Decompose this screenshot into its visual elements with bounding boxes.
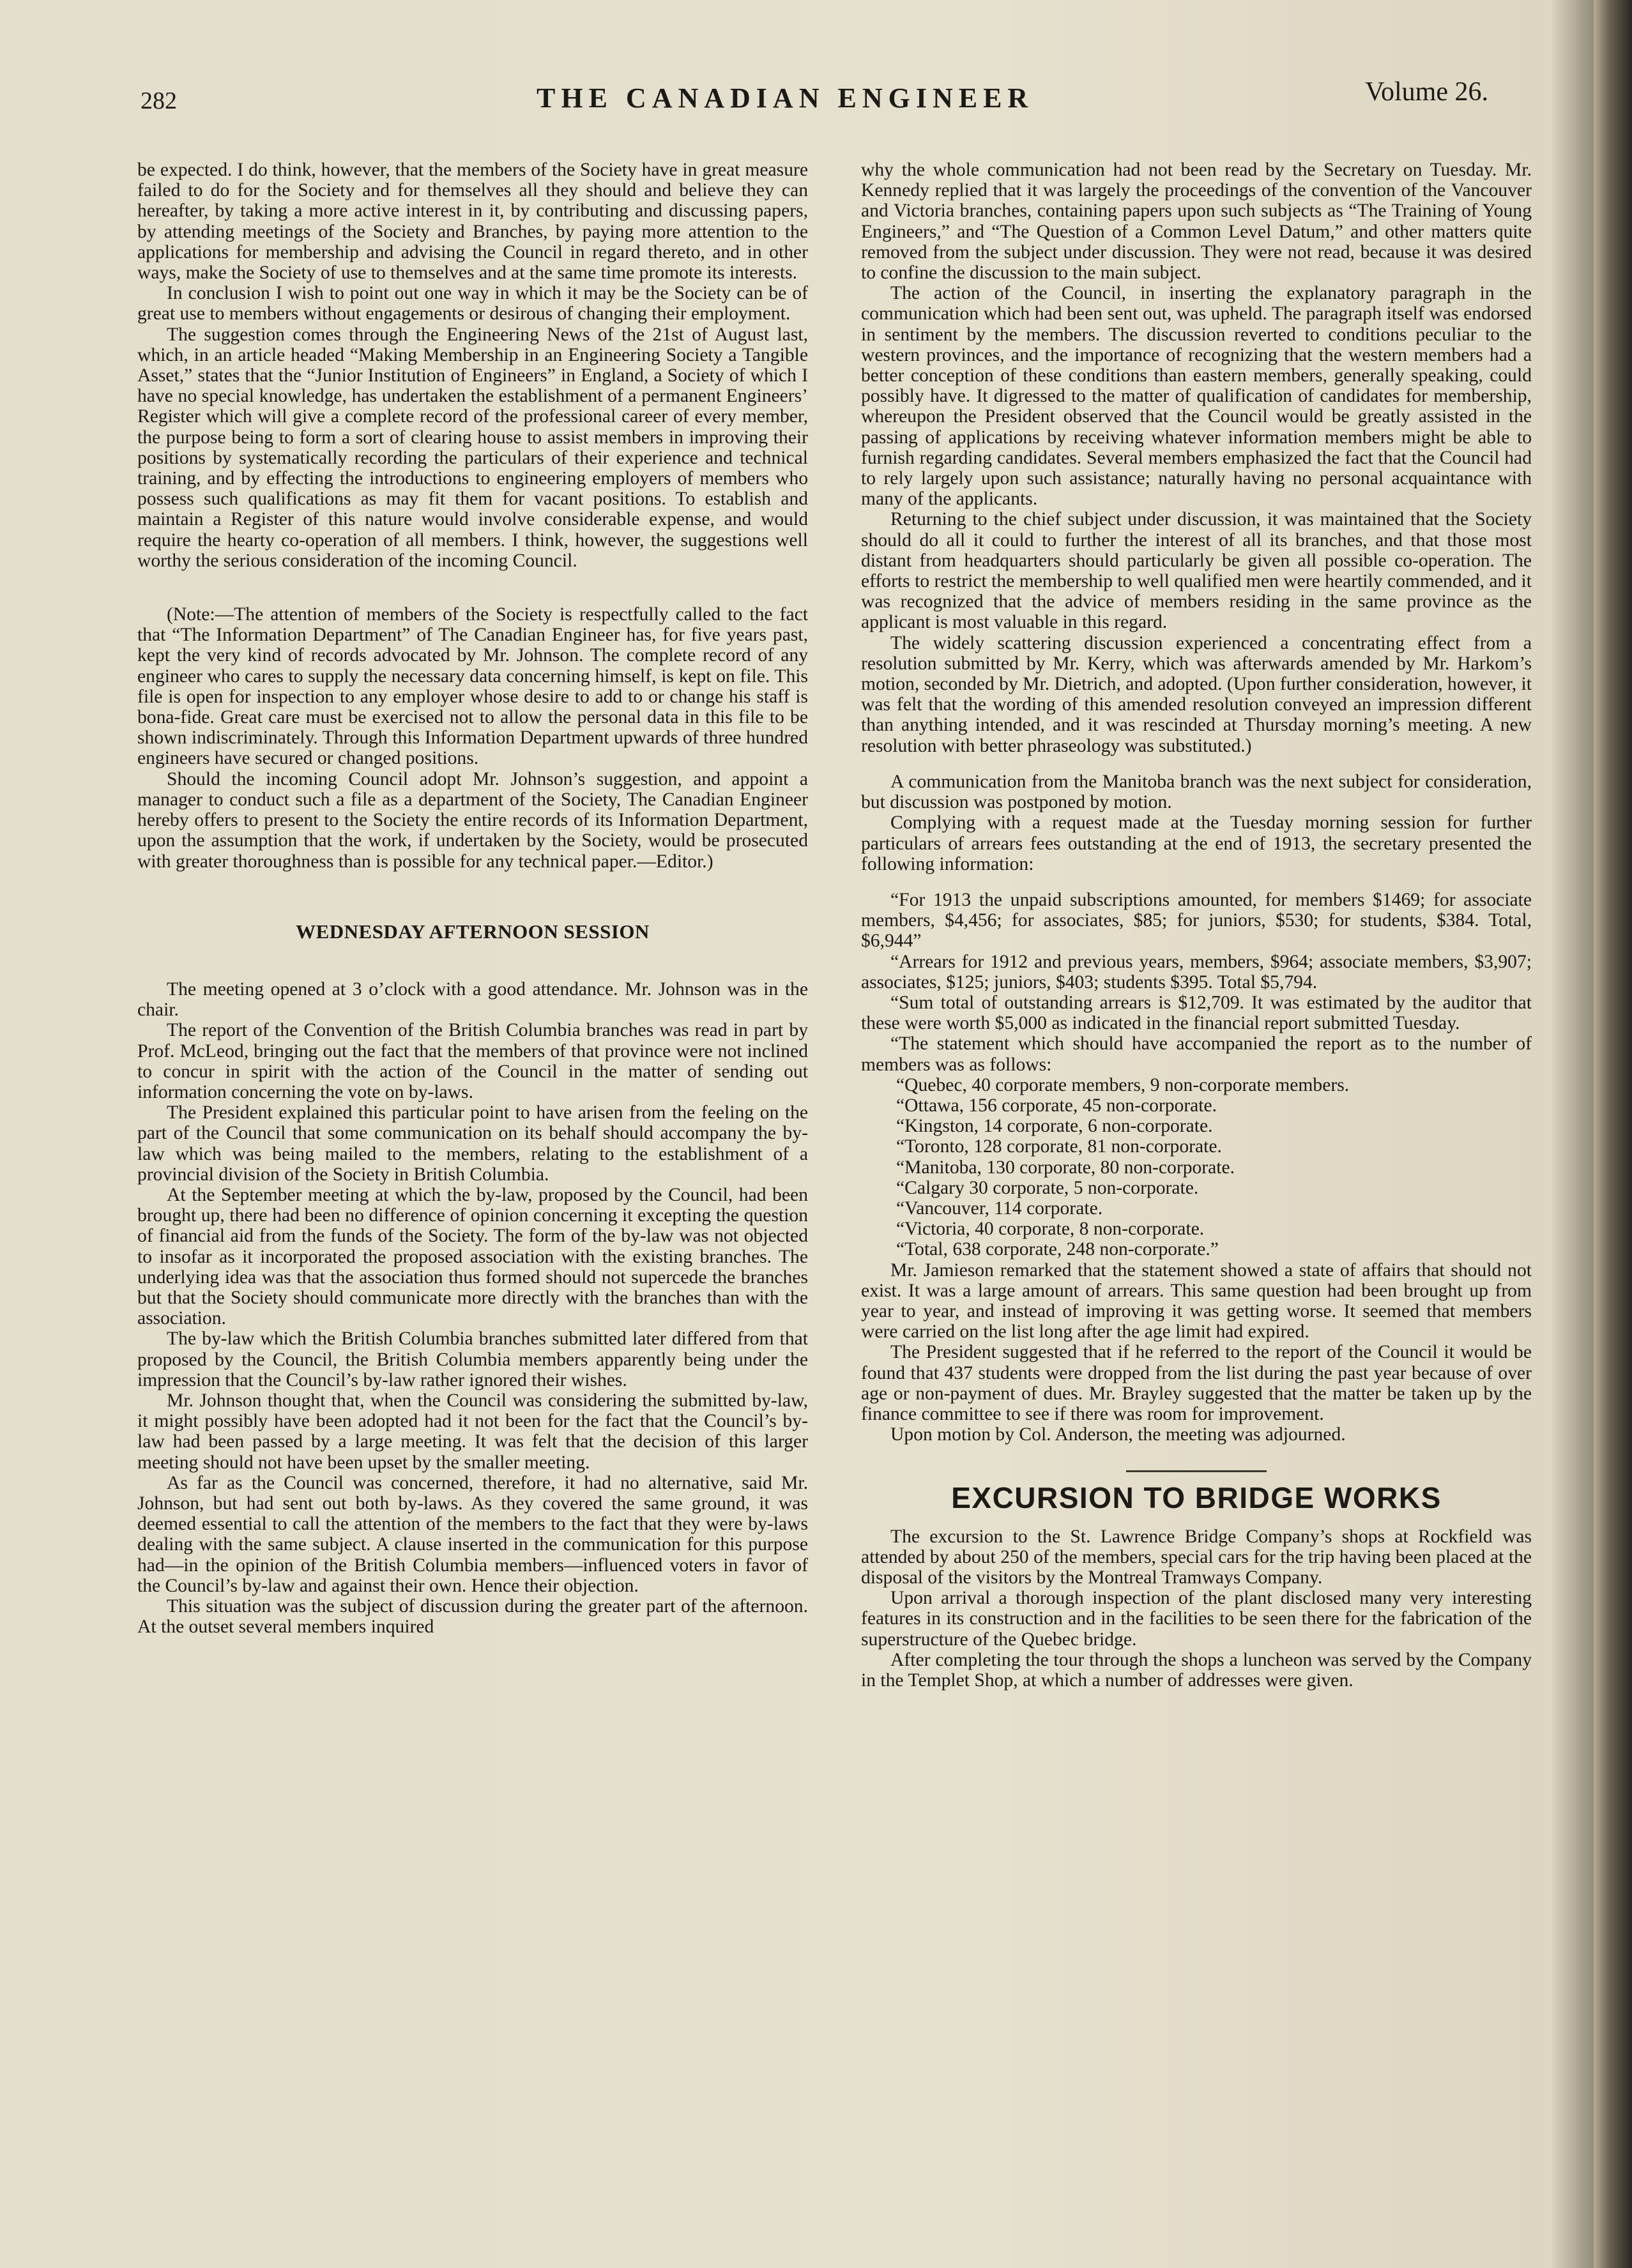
- paragraph: The President explained this particular point to have arisen from the feeling on the part of the Council that some communication on its behalf should accompany the by-law which was being mailed to the members, relating to the establishment of a provincial division of the Society in British Columbia.: [137, 1102, 808, 1185]
- paragraph: Mr. Jamieson remarked that the statement showed a state of affairs that should not exist. It was a large amount of arrears. This same question had been brought up from year to year, and instead of improving it was getting worse. It seemed that members were carried on the list long after the age limit had expired.: [861, 1260, 1532, 1343]
- membership-list-item: “Ottawa, 156 corporate, 45 non-corporate.: [896, 1095, 1217, 1116]
- paragraph: The suggestion comes through the Engineering News of the 21st of August last, which, in an article headed “Making Membership in an Engineering Society a Tangible Asset,” states that the “Junior Institution of Engineers” in England, a Society of which I have no special knowledge, has undertaken the establishment of a permanent Engineers’ Register which will give a complete record of the professional career of every member, the purpose being to form a sort of clearing house to assist members in improving their positions by systematically recording the particulars of their experience and technical training, and by effecting the introductions to engineering employers of members who possess such qualifications as may fit them for vacant positions. To establish and maintain a Register of this nature would involve considerable expense, and would require the hearty co-operation of all members. I think, however, the suggestions well worthy the serious consideration of the incoming Council.: [137, 324, 808, 571]
- volume-label: Volume 26.: [1365, 77, 1488, 107]
- paragraph: The President suggested that if he referred to the report of the Council it would be found that 437 students were dropped from the list during the past year because of over age or non-payment of dues. Mr. Brayley suggested that the matter be taken up by the finance committee to see if there was room for improvement.: [861, 1342, 1532, 1424]
- page-header: [141, 77, 1488, 128]
- editor-note-continued: Should the incoming Council adopt Mr. Johnson’s suggestion, and appoint a manager to conduct such a file as a department of the Society, The Canadian Engineer hereby offers to present to the Society the entire records of its Information Department, upon the assumption that the work, if undertaken by the Society, would be prosecuted with greater thoroughness than is possible for any technical paper.—Editor.): [137, 768, 808, 872]
- left-column: [137, 160, 808, 2203]
- paragraph: The by-law which the British Columbia branches submitted later differed from that proposed by the Council, the British Columbia members apparently being under the impression that the Council’s by-law rather ignored their wishes.: [137, 1328, 808, 1390]
- paragraph: The widely scattering discussion experienced a concentrating effect from a resolution submitted by Mr. Kerry, which was afterwards amended by Mr. Harkom’s motion, seconded by Mr. Dietrich, and adopted. (Upon further consideration, however, it was felt that the wording of this amended resolution conveyed an impression different than anything intended, and it was rescinded at Thursday morning’s meeting. A new resolution with better phraseology was substituted.): [861, 632, 1532, 756]
- paragraph: At the September meeting at which the by-law, proposed by the Council, had been brought up, there had been no difference of opinion concerning it excepting the question of financial aid from the funds of the Society. The form of the by-law was not objected to insofar as it incorporated the proposed association with the existing branches. The underlying idea was that the association thus formed should not supercede the branches but that the Society should communicate more directly with the branches than with the association.: [137, 1184, 808, 1329]
- membership-list-item: “Total, 638 corporate, 248 non-corporate.”: [896, 1239, 1219, 1260]
- paragraph: The meeting opened at 3 o’clock with a good attendance. Mr. Johnson was in the chair.: [137, 978, 808, 1021]
- membership-list-item: “Vancouver, 114 corporate.: [896, 1198, 1103, 1219]
- paragraph: The excursion to the St. Lawrence Bridge Company’s shops at Rockfield was attended by about 250 of the members, special cars for the trip having been placed at the disposal of the visitors by the Montreal Tramways Company.: [861, 1526, 1532, 1588]
- paragraph: The action of the Council, in inserting the explanatory paragraph in the communication which had been sent out, was upheld. The paragraph itself was endorsed in sentiment by the members. The discussion reverted to conditions peculiar to the western provinces, and the importance of recognizing that the western members had a better conception of these conditions than eastern members, generally speaking, could possibly have. It digressed to the matter of qualification of candidates for membership, whereupon the President observed that the Council would be greatly assisted in the passing of applications by receiving whatever information members might be able to furnish regarding candidates. Several members emphasized the fact that the Council had to rely largely upon such assistance; naturally having no personal acquaintance with many of the applicants.: [861, 283, 1532, 510]
- page-number: 282: [141, 88, 177, 114]
- paragraph: Upon arrival a thorough inspection of the plant disclosed many very interesting features in its construction and in the facilities to be seen there for the fabrication of the superstructure of the Quebec bridge.: [861, 1588, 1532, 1650]
- paragraph: In conclusion I wish to point out one way in which it may be the Society can be of great use to members without engagements or desirous of changing their employment.: [137, 283, 808, 324]
- paragraph: Mr. Johnson thought that, when the Council was considering the submitted by-law, it might possibly have been adopted had it not been for the fact that the Council’s by-law had been passed by a large meeting. It was felt that the decision of this larger meeting should not have been upset by the smaller meeting.: [137, 1390, 808, 1473]
- arrears-quote: “For 1913 the unpaid subscriptions amounted, for members $1469; for associate members, $4,456; for associates, $85; for juniors, $530; for students, $384. Total, $6,944”: [861, 889, 1532, 952]
- paragraph: Upon motion by Col. Anderson, the meeting was adjourned.: [890, 1424, 1346, 1445]
- section-heading: WEDNESDAY AFTERNOON SESSION: [296, 920, 650, 943]
- arrears-quote: “Sum total of outstanding arrears is $12,709. It was estimated by the auditor that these were worth $5,000 as indicated in the financial report submitted Tuesday.: [861, 992, 1532, 1034]
- paragraph: A communication from the Manitoba branch was the next subject for consideration, but discussion was postponed by motion.: [861, 771, 1532, 813]
- editor-note: (Note:—The attention of members of the Society is respectfully called to the fact that “The Information Department” of The Canadian Engineer has, for five years past, kept the very kind of records advocated by Mr. Johnson. The complete record of any engineer who cares to supply the necessary data concerning himself, is kept on file. This file is open for inspection to any employer whose desire to add to or change his staff is bona-fide. Great care must be exercised not to allow the personal data in this file to be shown indiscriminately. Through this Information Department upwards of three hundred engineers have secured or changed positions.: [137, 604, 808, 769]
- right-column: [861, 160, 1532, 2203]
- excursion-heading: EXCURSION TO BRIDGE WORKS: [951, 1481, 1442, 1515]
- paragraph: After completing the tour through the shops a luncheon was served by the Company in the Templet Shop, at which a number of addresses were given.: [861, 1649, 1532, 1691]
- paragraph: This situation was the subject of discussion during the greater part of the afternoon. At the outset several members inquired: [137, 1596, 808, 1638]
- paragraph: be expected. I do think, however, that the members of the Society have in great measure failed to do for the Society and for themselves all they should and believe they can hereafter, by taking a more active interest in it, by contributing and discussing papers, by attending meetings of the Society and Branches, by paying more attention to the applications for membership and advising the Council in regard thereto, and in other ways, make the Society of use to themselves and at the same time promote its interests.: [137, 160, 808, 284]
- membership-list-item: “Manitoba, 130 corporate, 80 non-corporate.: [896, 1157, 1235, 1178]
- arrears-quote: “The statement which should have accompanied the report as to the number of members was as follows:: [861, 1033, 1532, 1075]
- membership-list-item: “Victoria, 40 corporate, 8 non-corporate.: [896, 1219, 1205, 1240]
- membership-list-item: “Kingston, 14 corporate, 6 non-corporate.: [896, 1116, 1213, 1137]
- membership-list-item: “Quebec, 40 corporate members, 9 non-corporate members.: [896, 1074, 1350, 1095]
- paragraph: why the whole communication had not been read by the Secretary on Tuesday. Mr. Kennedy replied that it was largely the proceedings of the convention of the Vancouver and Victoria branches, containing papers upon such subjects as “The Training of Young Engineers,” and “The Question of a Common Level Datum,” and other matters quite removed from the subject under discussion. They were not read, because it was desired to confine the discussion to the main subject.: [861, 160, 1532, 284]
- section-divider: [1126, 1470, 1267, 1472]
- paragraph: As far as the Council was concerned, therefore, it had no alternative, said Mr. Johnson, but had sent out both by-laws. As they covered the same ground, it was deemed essential to call the attention of the members to the fact that they were by-laws dealing with the same subject. A clause inserted in the communication for this purpose had—in the opinion of the British Columbia members—influenced voters in favor of the Council’s by-law and against their own. Hence their objection.: [137, 1472, 808, 1596]
- running-title: THE CANADIAN ENGINEER: [537, 82, 1034, 114]
- paragraph: Returning to the chief subject under discussion, it was maintained that the Society should do all it could to further the interest of all its branches, and that those most distant from headquarters should particularly be given all possible co-operation. The efforts to restrict the membership to well qualified men were heartily commended, and it was recognized that the advice of members residing in the same province as the applicant is most valuable in this regard.: [861, 509, 1532, 633]
- arrears-quote: “Arrears for 1912 and previous years, members, $964; associate members, $3,907; associates, $125; juniors, $403; students $395. Total $5,794.: [861, 951, 1532, 993]
- paragraph: The report of the Convention of the British Columbia branches was read in part by Prof. McLeod, bringing out the fact that the members of that province were not inclined to concur in spirit with the action of the Council in the matter of sending out information concerning the vote on by-laws.: [137, 1020, 808, 1102]
- membership-list-item: “Calgary 30 corporate, 5 non-corporate.: [896, 1177, 1199, 1198]
- paragraph: Complying with a request made at the Tuesday morning session for further particulars of arrears fees outstanding at the end of 1913, the secretary presented the following information:: [861, 812, 1532, 874]
- book-spine-shadow: [1594, 0, 1632, 2268]
- membership-list-item: “Toronto, 128 corporate, 81 non-corporate.: [896, 1136, 1222, 1157]
